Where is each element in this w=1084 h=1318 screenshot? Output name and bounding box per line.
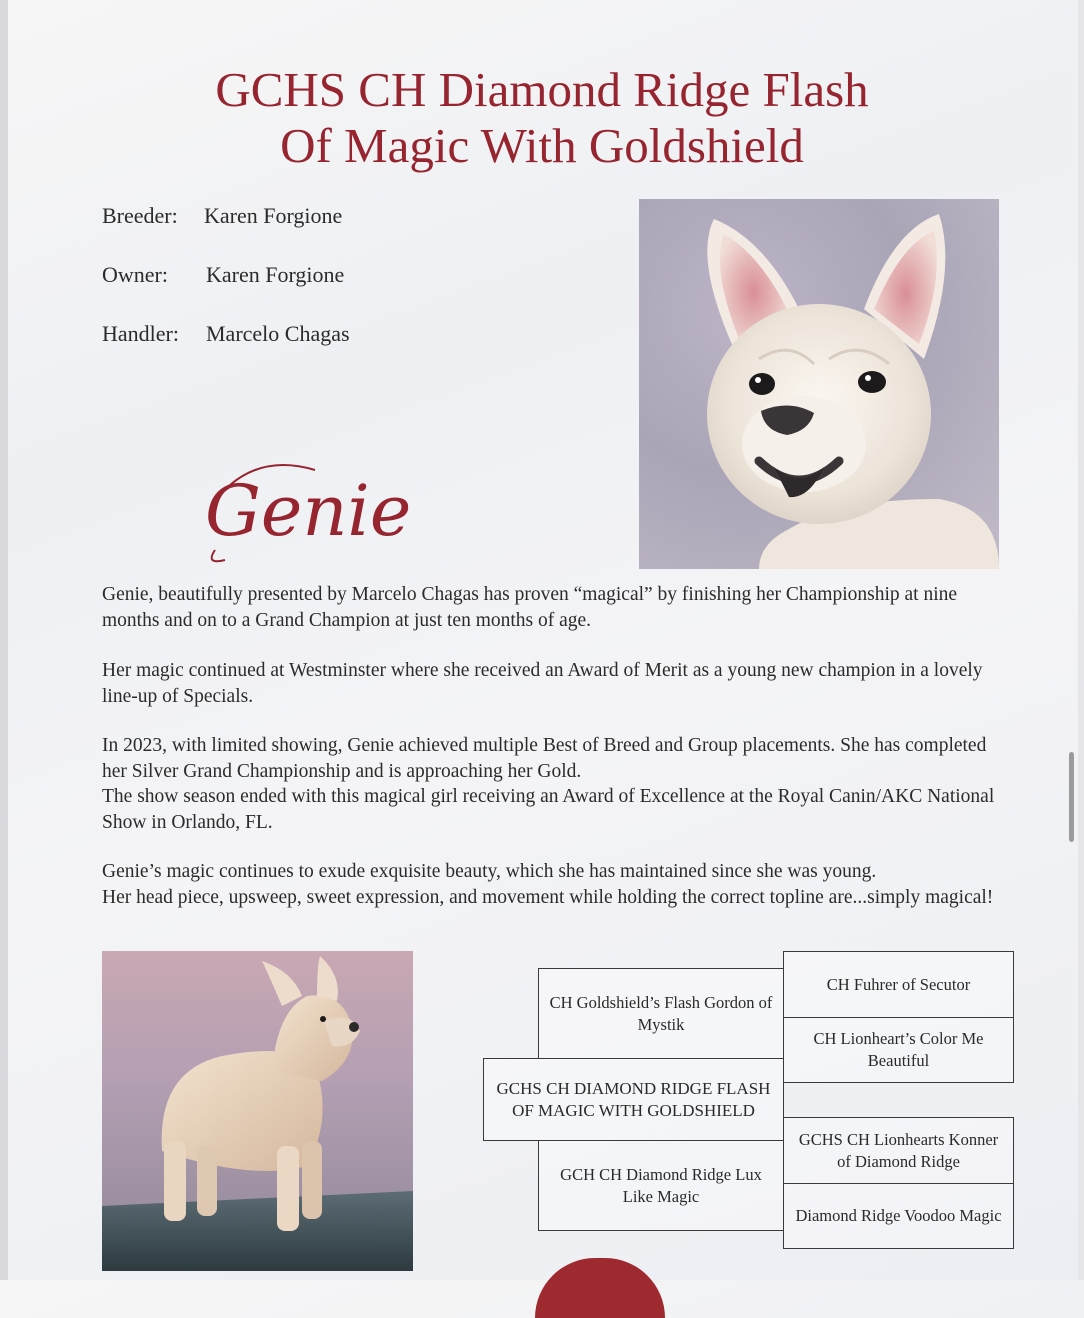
paragraph-3 (102, 733, 1002, 835)
paragraph-4a-text: Genie’s magic continues to exude exquisite beauty, which she has maintained since she was young. (102, 861, 877, 882)
dog-head-photo (639, 199, 999, 569)
dog-head-illustration (639, 199, 999, 569)
handler-value: Marcelo Chagas (206, 321, 350, 346)
call-name-text: Genie (205, 470, 412, 552)
paragraph-4b-text: Her head piece, upsweep, sweet expression, and movement while holding the correct topline are...simply magical! (102, 886, 994, 908)
scrollbar-thumb[interactable] (1069, 752, 1074, 842)
breeder-value: Karen Forgione (204, 203, 343, 228)
pedigree-sire: CH Goldshield’s Flash Gordon of Mystik (538, 968, 784, 1059)
handler-row (102, 321, 350, 347)
pedigree-dam-dam: Diamond Ridge Voodoo Magic (783, 1183, 1014, 1249)
pedigree-dam-sire: GCHS CH Lionhearts Konner of Diamond Ridge (783, 1117, 1014, 1184)
paragraph-3a-text: In 2023, with limited showing, Genie achieved multiple Best of Breed and Group placements. She has completed her Silver Grand Championship and is approaching her Gold. (102, 735, 987, 782)
owner-label: Owner: (102, 262, 168, 287)
handler-label: Handler: (102, 321, 179, 346)
paragraph-3b-text: The show season ended with this magical girl receiving an Award of Excellence at the Royal Canin/AKC National Show in Orlando, FL. (102, 786, 995, 833)
owner-value: Karen Forgione (206, 262, 345, 287)
dog-standing-photo (102, 951, 413, 1271)
owner-row (102, 262, 345, 288)
breeder-label: Breeder: (102, 203, 178, 228)
pedigree-dog: GCHS CH DIAMOND RIDGE FLASH OF MAGIC WITH GOLDSHIELD (483, 1058, 784, 1141)
page-edge-left (0, 0, 8, 1280)
pedigree-sire-sire: CH Fuhrer of Secutor (783, 951, 1014, 1018)
call-name-signature (195, 450, 425, 570)
dog-standing-illustration (102, 951, 413, 1271)
paragraph-1 (102, 582, 1002, 633)
paragraph-2 (102, 658, 1002, 709)
paragraph-4 (102, 859, 1002, 910)
bottom-decorative-circle (535, 1258, 665, 1318)
title-line-2: Of Magic With Goldshield (280, 118, 804, 173)
title-line-1: GCHS CH Diamond Ridge Flash (215, 62, 869, 117)
breeder-row (102, 203, 343, 229)
page-title (0, 62, 1084, 174)
pedigree-sire-dam: CH Lionheart’s Color Me Beautiful (783, 1017, 1014, 1083)
page-edge-right (1078, 0, 1084, 1280)
paragraph-2-text: Her magic continued at Westminster where she received an Award of Merit as a young new champion in a lovely line-up of Specials. (102, 660, 983, 707)
pedigree-dam: GCH CH Diamond Ridge Lux Like Magic (538, 1140, 784, 1231)
paragraph-1-text: Genie, beautifully presented by Marcelo Chagas has proven “magical” by finishing her Championship at nine months and on to a Grand Champion at just ten months of age. (102, 584, 958, 631)
